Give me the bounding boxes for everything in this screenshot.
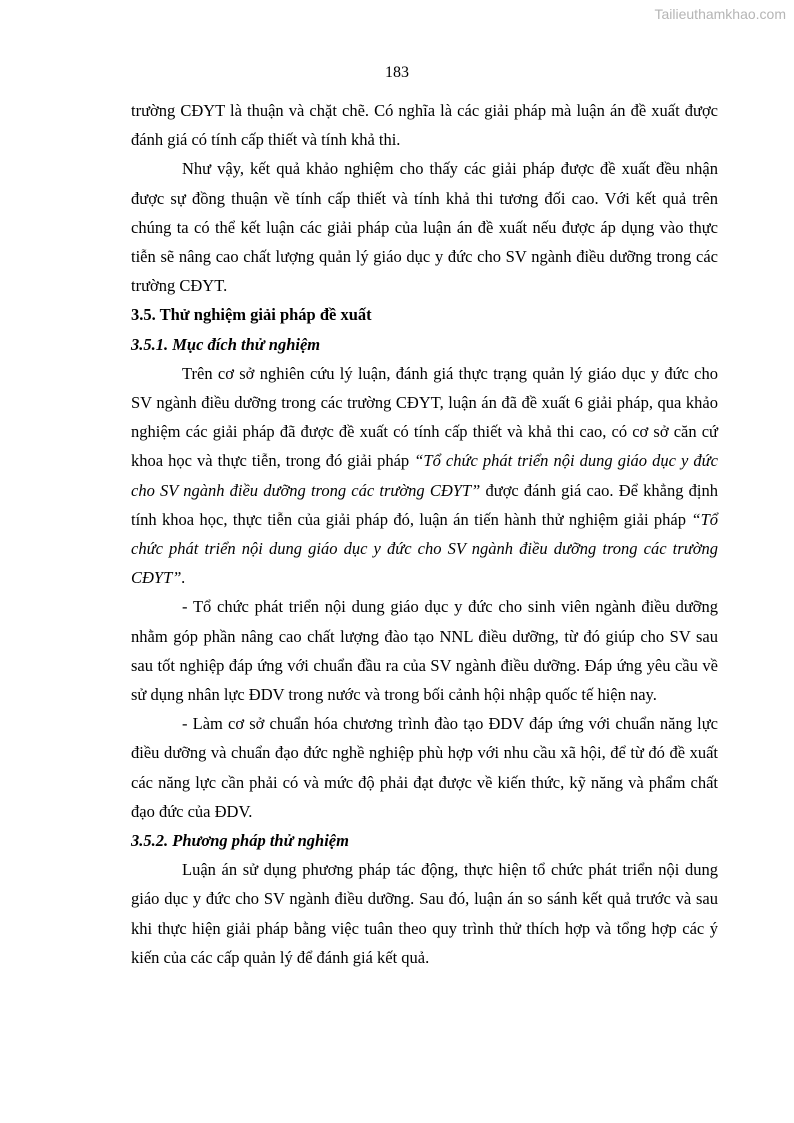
quoted-solution-title: “Tổ chức phát triển nội dung giáo dục y đức cho SV ngành điều dưỡng trong các trường CĐYT” [131,451,718,500]
paragraph-continuation: trường CĐYT là thuận và chặt chẽ. Có nghĩa là các giải pháp mà luận án đề xuất được đánh giá có tính cấp thiết và tính khả thi. [131,101,718,150]
bullet-paragraph-2: - Làm cơ sở chuẩn hóa chương trình đào tạo ĐDV đáp ứng với chuẩn năng lực điều dưỡng và chuẩn đạo đức nghề nghiệp phù hợp với nhu cầu xã hội, để từ đó đề xuất các năng lực cần phải có và mức độ phải đạt được về kiến thức, kỹ năng và phẩm chất đạo đức của ĐDV. [131,714,718,821]
document-body [131,96,718,972]
paragraph-method: Luận án sử dụng phương pháp tác động, thực hiện tổ chức phát triển nội dung giáo dục y đức cho SV ngành điều dưỡng. Sau đó, luận án so sánh kết quả trước và sau khi thực hiện giải pháp bằng việc tuân theo quy trình thử thích hợp và tổng hợp các ý kiến của các cấp quản lý để đánh giá kết quả. [131,860,718,967]
bullet-paragraph-1: - Tổ chức phát triển nội dung giáo dục y đức cho sinh viên ngành điều dưỡng nhằm góp phần nâng cao chất lượng đào tạo NNL điều dưỡng, từ đó giúp cho SV sau sau tốt nghiệp đáp ứng với chuẩn đầu ra của SV ngành điều dưỡng. Đáp ứng yêu cầu về sử dụng nhân lực ĐDV trong nước và trong bối cảnh hội nhập quốc tế hiện nay. [131,597,718,705]
subsection-heading-3-5-1: 3.5.1. Mục đích thử nghiệm [131,334,321,354]
page-number: 183 [385,64,409,81]
paragraph-conclusion: Như vậy, kết quả khảo nghiệm cho thấy các giải pháp được đề xuất đều nhận được sự đồng thuận về tính cấp thiết và tính khả thi tương đối cao. Với kết quả trên chúng ta có thể kết luận các giải pháp của luận án đề xuất nếu được áp dụng vào thực tiễn sẽ nâng cao chất lượng quản lý giáo dục y đức cho SV ngành điều dưỡng trong các trường CĐYT. [131,159,718,296]
paragraph-text: Trên cơ sở nghiên cứu lý luận, đánh giá thực trạng quản lý giáo dục y đức cho SV ngành điều dưỡng trong các trường CĐYT, luận án đã đề xuất 6 giải pháp, qua khảo nghiệm các giải pháp đã được đề xuất có tính cấp thiết và khả thi cao, có cơ sở căn cứ khoa học và thực tiễn, trong đó giải pháp [131,363,718,471]
section-heading-3-5: 3.5. Thử nghiệm giải pháp đề xuất [131,305,372,325]
quoted-solution-title: “Tổ chức phát triển nội dung giáo dục y đức cho SV ngành điều dưỡng trong các trường CĐYT”. [131,509,718,588]
subsection-heading-3-5-2: 3.5.2. Phương pháp thử nghiệm [131,831,349,851]
watermark: Tailieuthamkhao.com [654,6,786,22]
paragraph-text: được đánh giá cao. Để khẳng định tính khoa học, thực tiễn của giải pháp đó, luận án tiến hành thử nghiệm giải pháp [131,480,718,529]
paragraph-purpose [131,359,718,593]
